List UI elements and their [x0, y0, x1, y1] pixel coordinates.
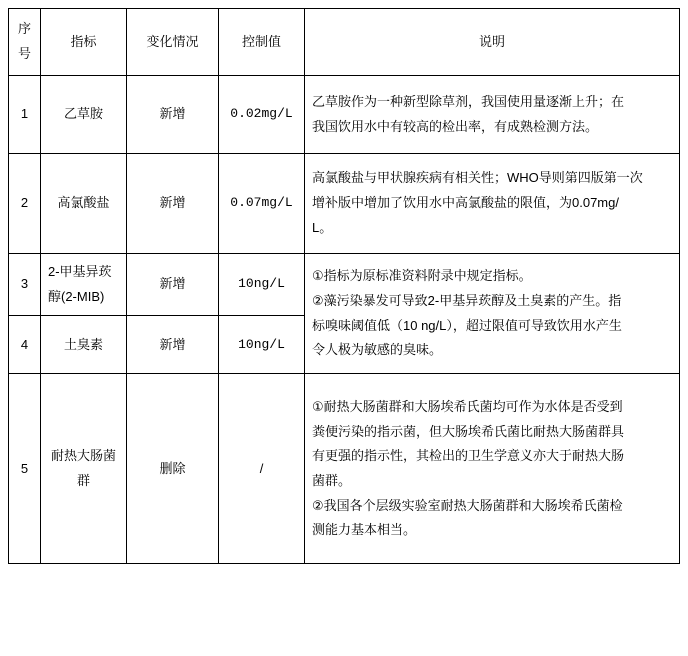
description-line: ②我国各个层级实验室耐热大肠菌群和大肠埃希氏菌检: [312, 497, 623, 513]
table-body: [9, 76, 680, 564]
description-line: L。: [312, 219, 333, 235]
cell-description: [305, 76, 680, 154]
cell-index: 高氯酸盐: [41, 154, 127, 254]
cell-change: 新增: [127, 254, 219, 316]
cell-control-value: 10ng/L: [219, 316, 305, 374]
column-header-description: 说明: [305, 9, 680, 76]
description-line: ①耐热大肠菌群和大肠埃希氏菌均可作为水体是否受到: [312, 398, 623, 414]
cell-index: [41, 254, 127, 316]
description-line: 我国饮用水中有较高的检出率，有成熟检测方法。: [312, 118, 599, 134]
cell-change: 新增: [127, 154, 219, 254]
cell-number: 3: [9, 254, 41, 316]
description-line: 有更强的指示性，其检出的卫生学意义亦大于耐热大肠: [312, 448, 625, 464]
cell-index-line1: 耐热大肠菌: [50, 448, 116, 464]
column-header-number: [9, 9, 41, 76]
table-row: [9, 76, 680, 154]
description-line: 测能力基本相当。: [312, 522, 417, 538]
cell-change: 新增: [127, 76, 219, 154]
cell-description: [305, 374, 680, 564]
description-line: 乙草胺作为一种新型除草剂，我国使用量逐渐上升；在: [312, 93, 625, 109]
description-line: 高氯酸盐与甲状腺疾病有相关性；WHO导则第四版第一次: [312, 170, 643, 186]
table-header-row: [9, 9, 680, 76]
cell-index: 乙草胺: [41, 76, 127, 154]
description-line: 增补版中增加了饮用水中高氯酸盐的限值，为0.07mg/: [312, 195, 619, 211]
table-header: [9, 9, 680, 76]
cell-index: 土臭素: [41, 316, 127, 374]
cell-description: [305, 154, 680, 254]
column-header-change: 变化情况: [127, 9, 219, 76]
column-header-number-line2: 号: [17, 46, 31, 61]
description-line: ①指标为原标准资料附录中规定指标。: [312, 268, 532, 284]
cell-change: 删除: [127, 374, 219, 564]
column-header-control: 控制值: [219, 9, 305, 76]
specification-table: [8, 8, 680, 564]
description-line: 令人极为敏感的臭味。: [312, 342, 443, 358]
cell-index-line2: 醇(2-MIB): [48, 288, 105, 304]
column-header-index: 指标: [41, 9, 127, 76]
table-row: [9, 374, 680, 564]
cell-number: 2: [9, 154, 41, 254]
cell-control-value: 0.02mg/L: [219, 76, 305, 154]
table-row: [9, 154, 680, 254]
description-line: ②藻污染暴发可导致2-甲基异莰醇及土臭素的产生。指: [312, 293, 622, 308]
cell-control-value: 10ng/L: [219, 254, 305, 316]
cell-description: [305, 254, 680, 374]
description-line: 标嗅味阈值低（10 ng/L），超过限值可导致饮用水产生: [312, 317, 622, 333]
cell-control-value: /: [219, 374, 305, 564]
cell-control-value: 0.07mg/L: [219, 154, 305, 254]
cell-number: 5: [9, 374, 41, 564]
column-header-number-line1: 序: [17, 21, 31, 37]
cell-number: 4: [9, 316, 41, 374]
cell-number: 1: [9, 76, 41, 154]
cell-index-line1: 2-甲基异莰: [48, 264, 112, 279]
cell-index-line2: 群: [76, 472, 90, 488]
cell-change: 新增: [127, 316, 219, 374]
description-line: 粪便污染的指示菌，但大肠埃希氏菌比耐热大肠菌群具: [312, 423, 625, 439]
description-line: 菌群。: [312, 472, 352, 488]
cell-index: [41, 374, 127, 564]
table-row: [9, 254, 680, 316]
